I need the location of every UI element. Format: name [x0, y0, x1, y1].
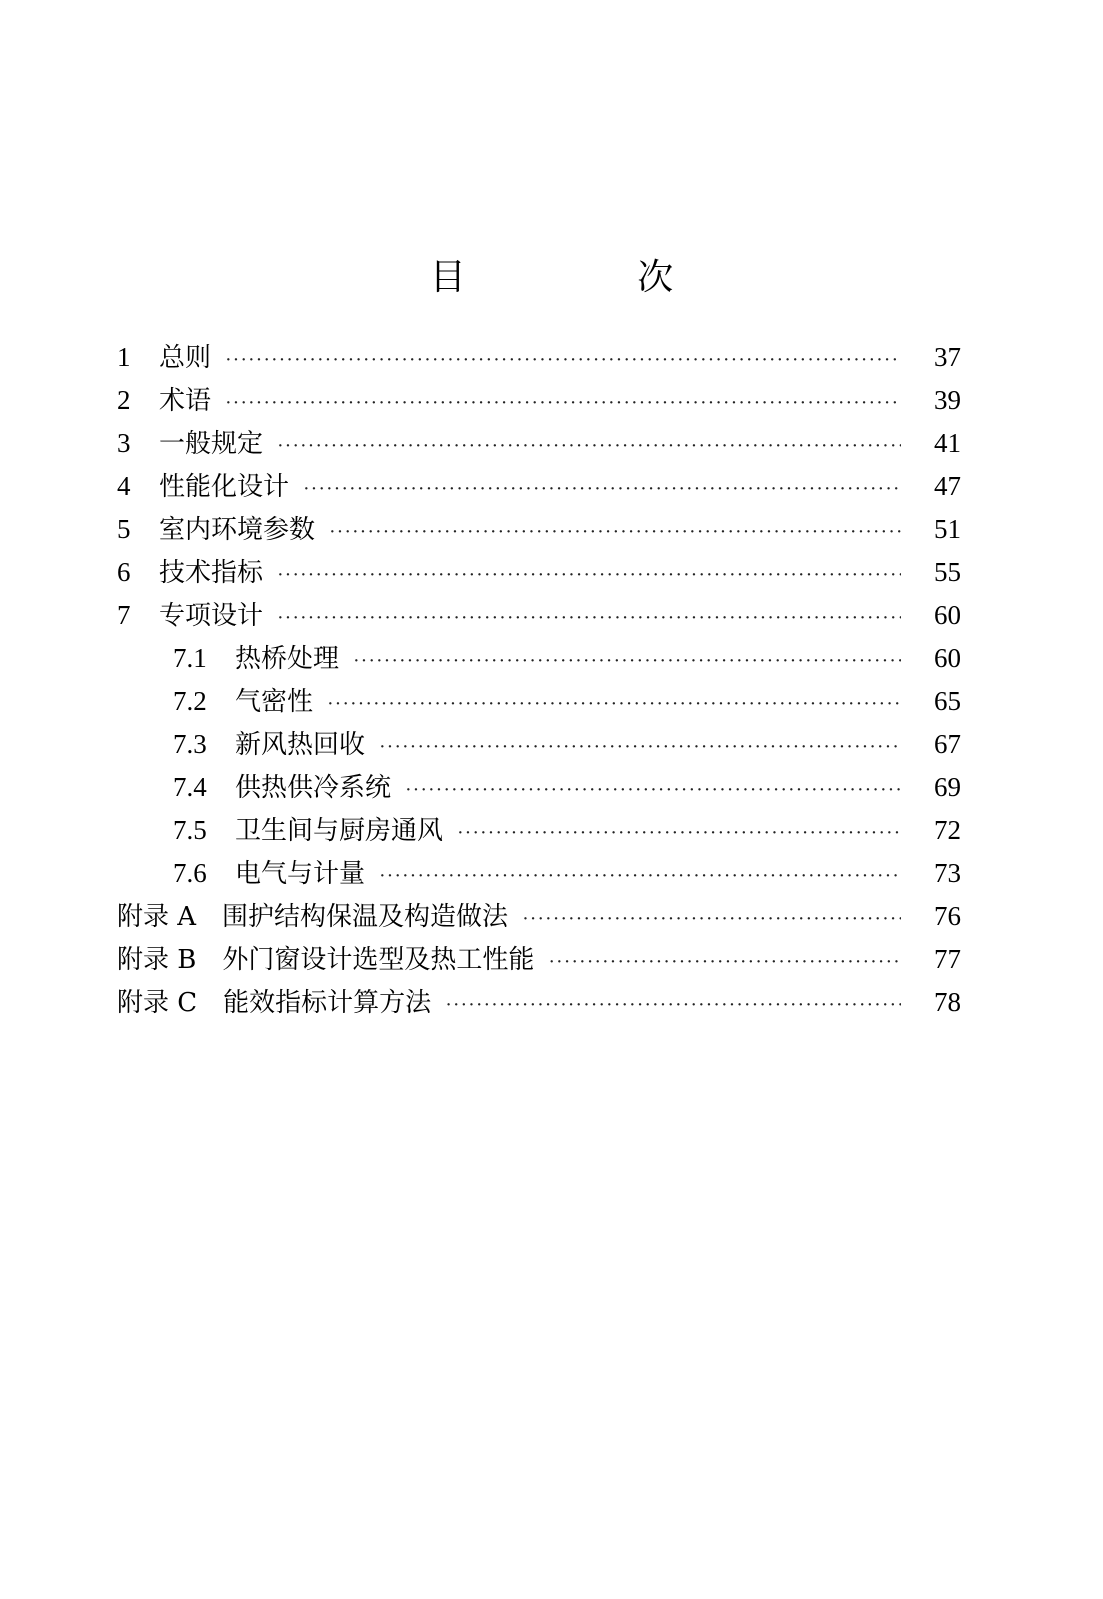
- table-of-contents: [117, 336, 961, 1024]
- toc-entry[interactable]: [117, 508, 961, 551]
- dot-leader: [303, 468, 901, 511]
- entry-title: 性能化设计: [159, 472, 290, 502]
- entry-title: 技术指标: [159, 558, 264, 588]
- toc-appendix[interactable]: [117, 981, 961, 1024]
- toc-entry[interactable]: [117, 465, 961, 508]
- dot-leader: [548, 941, 901, 984]
- dot-leader: [405, 769, 901, 812]
- entry-page: 39: [934, 385, 961, 415]
- toc-subentry[interactable]: [117, 809, 961, 852]
- subentry-page: 69: [934, 772, 961, 802]
- subentry-number: 7.3: [173, 729, 207, 759]
- toc-title: 目 次: [429, 257, 754, 298]
- entry-number: 1: [117, 342, 131, 372]
- entry-title: 专项设计: [159, 601, 264, 631]
- entry-number: 7: [117, 600, 131, 630]
- dot-leader: [353, 640, 901, 683]
- dot-leader: [277, 597, 901, 640]
- dot-leader: [327, 683, 901, 726]
- dot-leader: [225, 382, 901, 425]
- toc-entry[interactable]: [117, 336, 961, 379]
- dot-leader: [522, 898, 901, 941]
- subentry-title: 热桥处理: [235, 644, 340, 674]
- toc-entry[interactable]: [117, 422, 961, 465]
- toc-entry[interactable]: [117, 379, 961, 422]
- entry-title: 术语: [159, 386, 212, 416]
- entry-page: 37: [934, 342, 961, 372]
- toc-appendix[interactable]: [117, 938, 961, 981]
- dot-leader: [379, 726, 901, 769]
- appendix-title: 外门窗设计选型及热工性能: [222, 945, 535, 975]
- subentry-title: 供热供冷系统: [235, 773, 392, 803]
- appendix-page: 77: [934, 944, 961, 974]
- subentry-number: 7.4: [173, 772, 207, 802]
- entry-number: 3: [117, 428, 131, 458]
- toc-subentry[interactable]: [117, 723, 961, 766]
- entry-title: 总则: [159, 343, 212, 373]
- appendix-title: 围护结构保温及构造做法: [222, 902, 509, 932]
- entry-title: 一般规定: [159, 429, 264, 459]
- entry-number: 5: [117, 514, 131, 544]
- entry-number: 4: [117, 471, 131, 501]
- entry-number: 6: [117, 557, 131, 587]
- entry-page: 51: [934, 514, 961, 544]
- subentry-number: 7.1: [173, 643, 207, 673]
- toc-subentry[interactable]: [117, 852, 961, 895]
- entry-title: 室内环境参数: [159, 515, 316, 545]
- toc-subentry[interactable]: [117, 680, 961, 723]
- entry-page: 47: [934, 471, 961, 501]
- appendix-prefix: 附录 C: [117, 988, 198, 1018]
- subentry-page: 67: [934, 729, 961, 759]
- toc-entry[interactable]: [117, 551, 961, 594]
- entry-page: 60: [934, 600, 961, 630]
- subentry-title: 电气与计量: [235, 859, 366, 889]
- toc-subentry[interactable]: [117, 766, 961, 809]
- appendix-page: 76: [934, 901, 961, 931]
- dot-leader: [225, 339, 901, 382]
- toc-entry[interactable]: [117, 594, 961, 637]
- subentry-page: 60: [934, 643, 961, 673]
- toc-subentry[interactable]: [117, 637, 961, 680]
- appendix-page: 78: [934, 987, 961, 1017]
- subentry-number: 7.2: [173, 686, 207, 716]
- appendix-title: 能效指标计算方法: [223, 988, 432, 1018]
- subentry-page: 72: [934, 815, 961, 845]
- appendix-prefix: 附录 B: [117, 945, 197, 975]
- subentry-page: 65: [934, 686, 961, 716]
- subentry-title: 卫生间与厨房通风: [235, 816, 444, 846]
- dot-leader: [277, 554, 901, 597]
- toc-appendix[interactable]: [117, 895, 961, 938]
- entry-number: 2: [117, 385, 131, 415]
- dot-leader: [379, 855, 901, 898]
- entry-page: 41: [934, 428, 961, 458]
- dot-leader: [277, 425, 901, 468]
- entry-page: 55: [934, 557, 961, 587]
- subentry-title: 气密性: [235, 687, 314, 717]
- appendix-prefix: 附录 A: [117, 902, 197, 932]
- subentry-number: 7.5: [173, 815, 207, 845]
- dot-leader: [329, 511, 901, 554]
- subentry-title: 新风热回收: [235, 730, 366, 760]
- dot-leader: [457, 812, 901, 855]
- subentry-number: 7.6: [173, 858, 207, 888]
- dot-leader: [445, 984, 901, 1027]
- subentry-page: 73: [934, 858, 961, 888]
